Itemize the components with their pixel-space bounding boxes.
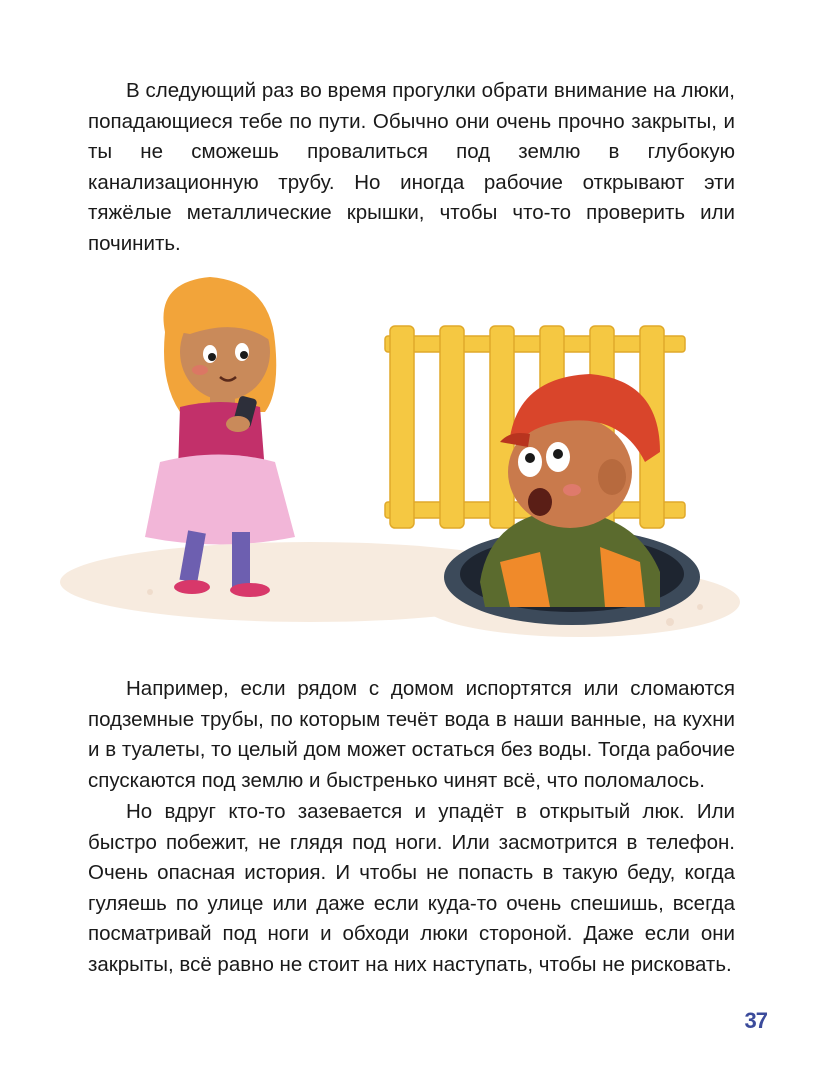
page-number: 37	[744, 1008, 767, 1033]
paragraph-pipes: Например, если рядом с домом испортятся или сломаются подземные трубы, по которым течёт вода в наши ванные, на кухни и в туалеты, то целый дом может остаться без воды. Тогда рабочие спускаются под землю и быстренько чинят всё, что поломалось.	[88, 677, 735, 792]
paragraph-safety: Но вдруг кто-то зазевается и упадёт в открытый люк. Или быстро побежит, не глядя под ноги. Или засмотрится в телефон. Очень опасная история. И чтобы не попасть в такую беду, когда гуляешь по улице или даже если куда-то очень спешишь, всегда посматривай под ноги и обходи люки стороной. Даже если они закрыты, всё равно не стоит на них наступать, чтобы не рисковать.	[88, 800, 735, 976]
paragraph-intro: В следующий раз во время прогулки обрати внимание на люки, попадающиеся тебе по пути. Обычно они очень прочно закрыты, и ты не сможешь провалиться под землю в глубокую канализационную трубу. Но иногда рабочие открывают эти тяжёлые металлические крышки, чтобы что-то проверить или починить.	[88, 79, 735, 255]
girl-and-worker-illustration	[60, 262, 760, 652]
